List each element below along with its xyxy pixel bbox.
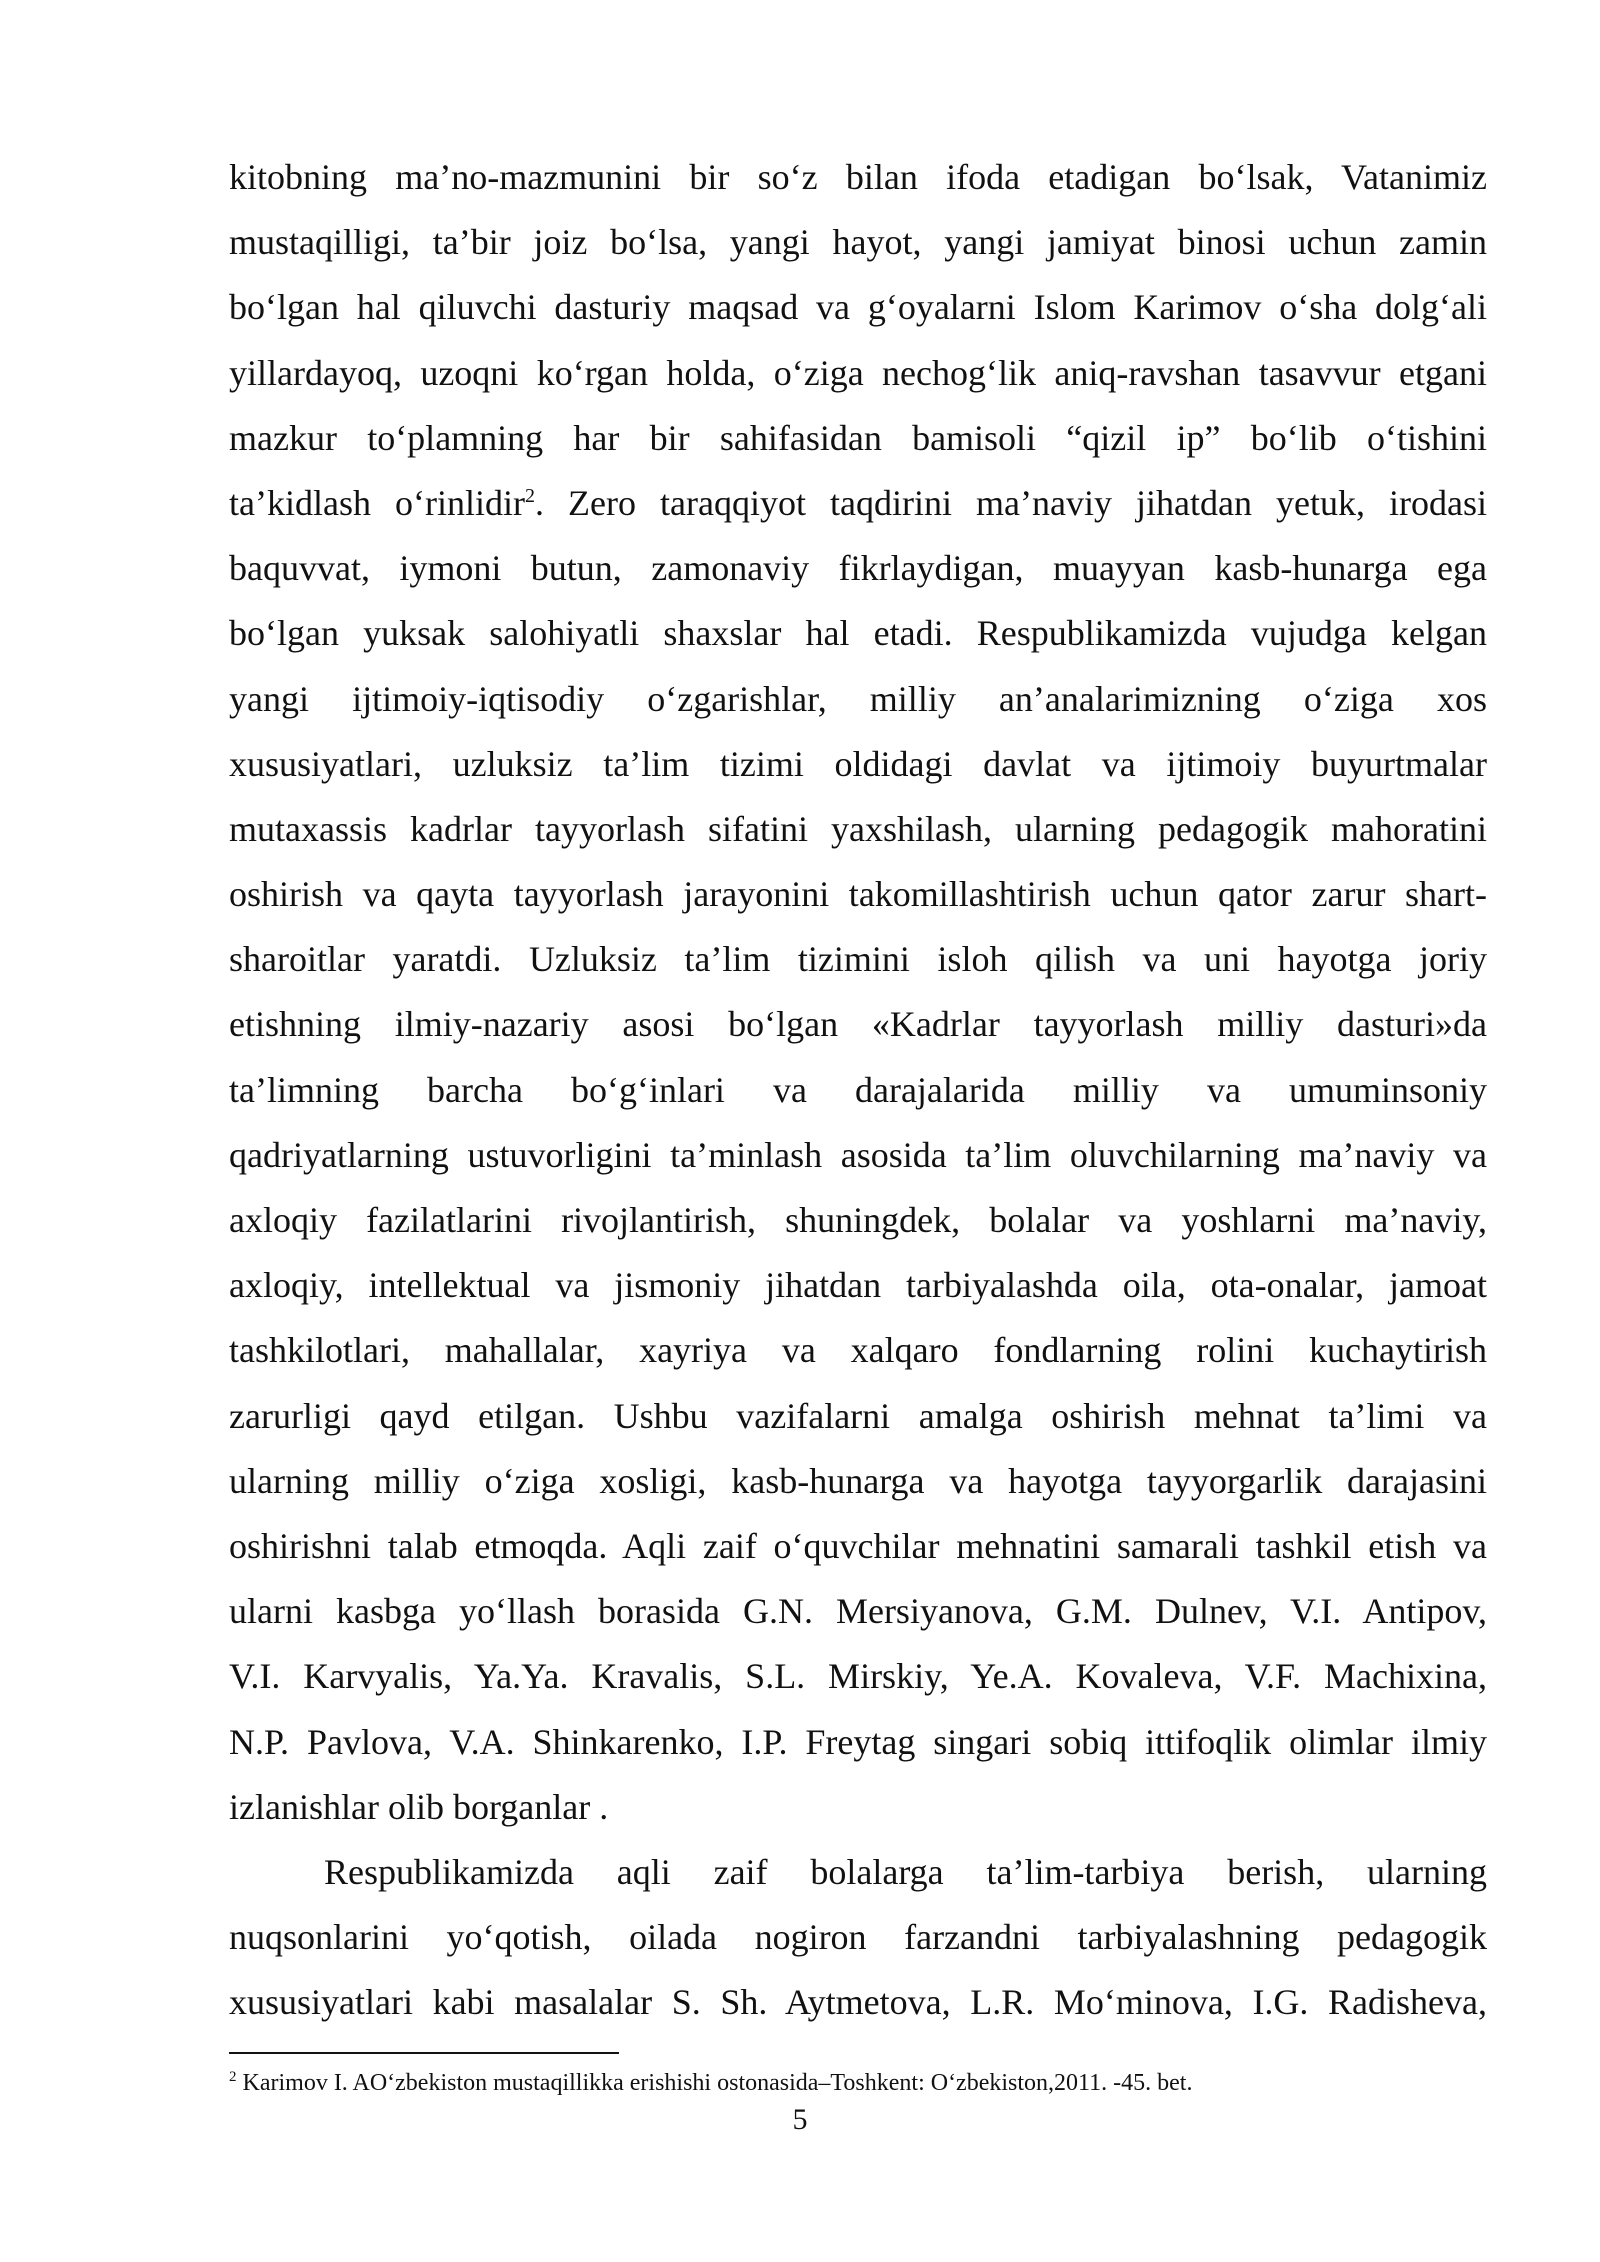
- body-text: [229, 145, 1487, 2035]
- text-line: bo‘lgan yuksak salohiyatli shaxslar hal etadi. Respublikamizda vujudga kelgan: [229, 613, 1487, 654]
- text-line: yangi ijtimoiy-iqtisodiy o‘zgarishlar, milliy an’analarimizning o‘ziga xos: [229, 678, 1487, 719]
- text-line: mazkur to‘plamning har bir sahifasidan bamisoli “qizil ip” bo‘lib o‘tishini: [229, 417, 1487, 458]
- text-line: axloqiy, intellektual va jismoniy jihatdan tarbiyalashda oila, ota-onalar, jamoat: [229, 1265, 1487, 1306]
- text-line: ularni kasbga yo‘llash borasida G.N. Mersiyanova, G.M. Dulnev, V.I. Antipov,: [229, 1591, 1487, 1632]
- text-line: zarurligi qayd etilgan. Ushbu vazifalarni amalga oshirish mehnat ta’limi va: [229, 1395, 1487, 1436]
- text-line: V.I. Karvyalis, Ya.Ya. Kravalis, S.L. Mirskiy, Ye.A. Kovaleva, V.F. Machixina,: [229, 1656, 1487, 1697]
- text-segment: . Zero taraqqiyot taqdirini ma’naviy jihatdan yetuk, irodasi: [534, 482, 1487, 523]
- text-line: xususiyatlari kabi masalalar S. Sh. Aytmetova, L.R. Mo‘minova, I.G. Radisheva,: [229, 1982, 1487, 2023]
- text-line: kitobning ma’no-mazmunini bir so‘z bilan ifoda etadigan bo‘lsak, Vatanimiz: [229, 157, 1487, 197]
- text-line: oshirishni talab etmoqda. Aqli zaif o‘quvchilar mehnatini samarali tashkil etish va: [229, 1525, 1487, 1566]
- footnote-separator: [229, 2052, 619, 2054]
- text-line: tashkilotlari, mahallalar, xayriya va xalqaro fondlarning rolini kuchaytirish: [229, 1330, 1487, 1371]
- text-line: Respublikamizda aqli zaif bolalarga ta’lim-tarbiya berish, ularning: [324, 1851, 1487, 1892]
- footnote-reference: 2: [524, 484, 535, 507]
- text-line-with-footnote-ref: [229, 471, 1487, 536]
- text-line: axloqiy fazilatlarini rivojlantirish, shuningdek, bolalar va yoshlarni ma’naviy,: [229, 1200, 1487, 1240]
- footnote-number: 2: [229, 2069, 237, 2085]
- footnote: [229, 2068, 1487, 2098]
- text-line: baquvvat, iymoni butun, zamonaviy fikrlaydigan, muayyan kasb-hunarga ega: [229, 548, 1487, 589]
- page-number: 5: [792, 2103, 808, 2136]
- text-line: qadriyatlarning ustuvorligini ta’minlash asosida ta’lim oluvchilarning ma’naviy va: [229, 1134, 1487, 1175]
- text-line: xususiyatlari, uzluksiz ta’lim tizimi oldidagi davlat va ijtimoiy buyurtmalar: [229, 743, 1487, 784]
- text-line: oshirish va qayta tayyorlash jarayonini takomillashtirish uchun qator zarur shart-: [229, 874, 1487, 915]
- text-line: mustaqilligi, ta’bir joiz bo‘lsa, yangi hayot, yangi jamiyat binosi uchun zamin: [229, 222, 1487, 263]
- text-line: N.P. Pavlova, V.A. Shinkarenko, I.P. Freytag singari sobiq ittifoqlik olimlar ilmiy: [229, 1721, 1487, 1762]
- text-line: etishning ilmiy-nazariy asosi bo‘lgan «Kadrlar tayyorlash milliy dasturi»da: [229, 1004, 1487, 1045]
- text-line: izlanishlar olib borganlar .: [229, 1786, 609, 1827]
- text-line: ularning milliy o‘ziga xosligi, kasb-hunarga va hayotga tayyorgarlik darajasini: [229, 1460, 1487, 1501]
- text-line: yillardayoq, uzoqni ko‘rgan holda, o‘ziga nechog‘lik aniq-ravshan tasavvur etgani: [229, 352, 1487, 393]
- text-line: sharoitlar yaratdi. Uzluksiz ta’lim tizimini isloh qilish va uni hayotga joriy: [229, 939, 1487, 980]
- text-line: mutaxassis kadrlar tayyorlash sifatini yaxshilash, ularning pedagogik mahoratini: [229, 808, 1487, 849]
- text-line: nuqsonlarini yo‘qotish, oilada nogiron farzandni tarbiyalashning pedagogik: [229, 1917, 1487, 1958]
- footnote-text: Karimov I. AO‘zbekiston mustaqillikka erishishi ostonasida–Toshkent: O‘zbekiston,2011. -45. bet.: [236, 2070, 1193, 2096]
- text-line: ta’limning barcha bo‘g‘inlari va darajalarida milliy va umuminsoniy: [229, 1069, 1487, 1110]
- text-segment: ta’kidlash o‘rinlidir: [229, 482, 525, 523]
- text-line: bo‘lgan hal qiluvchi dasturiy maqsad va g‘oyalarni Islom Karimov o‘sha dolg‘ali: [229, 287, 1487, 328]
